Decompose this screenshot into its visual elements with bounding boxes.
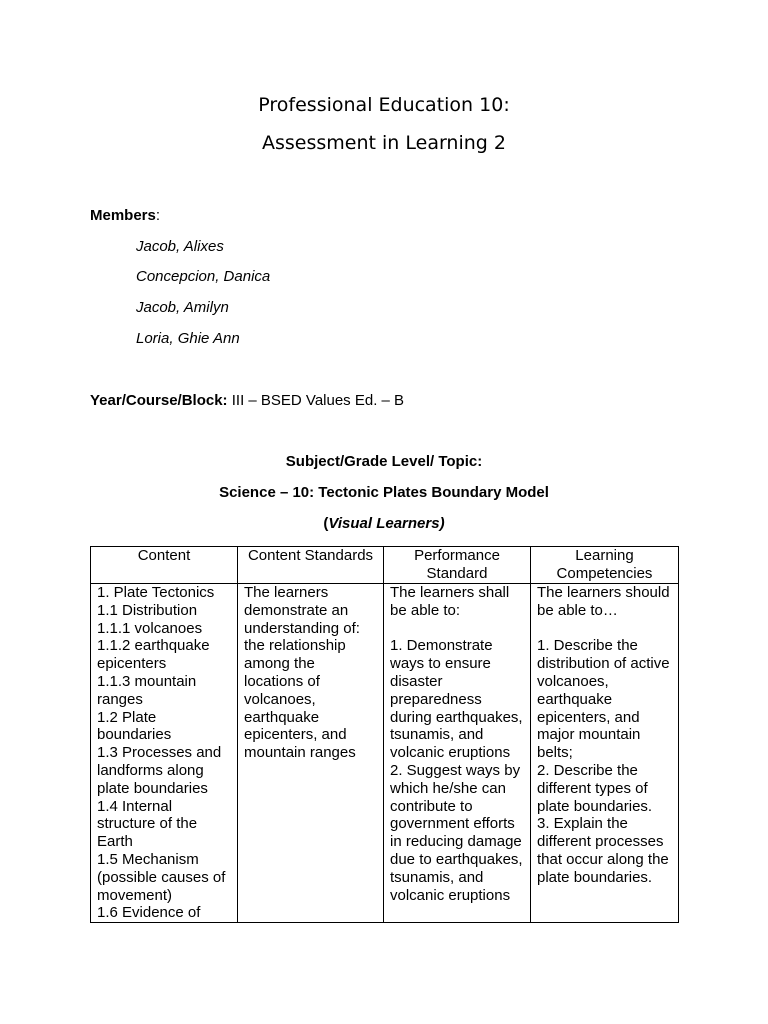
cell-line: major mountain [537,726,641,744]
subject-label: Subject/Grade Level/ Topic: [285,453,483,470]
learner-type [0,515,768,533]
cell-line: The learners shall [390,584,510,601]
cell-line: belts; [537,744,573,762]
cell-line: different processes [537,833,664,851]
header-line: Content Standards [247,547,374,564]
cell-line: due to earthquakes, [390,850,523,868]
cell-line: 2. Describe the [537,761,638,779]
cell-line: be able to… [537,601,618,619]
member-name: Concepcion, Danica [136,268,271,285]
cell-line: 1.5 Mechanism [97,850,199,868]
cell-line: the relationship [244,637,346,655]
cell-line: 1.6 Evidence of [97,904,201,922]
cell-line: epicenters, and [537,708,640,726]
cell-line: earthquake [537,690,613,708]
cell-content [91,584,238,923]
cell-line: demonstrate an [244,601,349,619]
cell-line: plate boundaries. [537,868,653,886]
cell-line: distribution of active [537,655,670,673]
members-label-text: Members [90,207,156,224]
header-line: Standard [426,564,488,582]
member-name: Loria, Ghie Ann [136,330,240,347]
cell-line: 3. Explain the [537,815,628,833]
cell-line: epicenters, and [244,726,347,744]
header-line: Competencies [556,564,653,582]
member-name: Jacob, Amilyn [136,299,229,316]
cell-line: 1. Plate Tectonics [97,584,215,601]
subject-value: Science – 10: Tectonic Plates Boundary Model [219,484,549,501]
cell-line: 1.3 Processes and [97,744,222,762]
document-title-line2: Assessment in Learning 2 [262,132,506,154]
cell-line: locations of [244,672,320,690]
cell-line: 2. Suggest ways by [390,761,521,779]
cell-line: during earthquakes, [390,708,523,726]
cell-line: volcanic eruptions [390,886,511,904]
cell-line: 1.4 Internal [97,797,173,815]
learner-type-text: Visual Learners) [328,515,445,532]
cell-line: disaster [390,672,443,690]
header-line: Content [137,547,191,564]
cell-line: understanding of: [244,619,360,637]
cell-line: structure of the [97,815,198,833]
cell-line: 1.1 Distribution [97,601,198,619]
cell-line: boundaries [97,726,172,744]
cell-content-standards [238,584,384,923]
cell-line: landforms along [97,761,204,779]
header-line: Learning [575,547,634,564]
cell-line: 1.1.1 volcanoes [97,619,203,637]
cell-line [390,620,524,638]
learner-type-open-paren: ( [323,515,329,532]
cell-line: movement) [97,886,173,904]
cell-line: epicenters [97,655,167,673]
members-label [90,207,160,225]
year-course-block [90,392,404,410]
cell-line: which he/she can [390,779,506,797]
header-learning-competencies [531,547,679,584]
cell-line: The learners [244,584,329,601]
cell-line: that occur along the [537,850,669,868]
cell-line: 1. Demonstrate [390,637,493,655]
cell-line: 1.1.3 mountain [97,672,197,690]
cell-line: 1.1.2 earthquake [97,637,210,655]
cell-line: The learners should [537,584,670,601]
cell-line: volcanoes, [244,690,316,708]
header-content [91,547,238,584]
cell-performance-standard [384,584,531,923]
cell-line: Earth [97,833,133,851]
cell-line: volcanic eruptions [390,744,511,762]
cell-line: earthquake [244,708,320,726]
members-label-colon: : [155,207,161,224]
cell-learning-competencies [531,584,679,923]
cell-line: volcanoes, [537,672,609,690]
cell-line: mountain ranges [244,744,356,762]
year-course-block-value: III – BSED Values Ed. – B [227,392,405,409]
cell-line: in reducing damage [390,833,522,851]
cell-line: plate boundaries. [537,797,653,815]
cell-line: preparedness [390,690,482,708]
table-row [91,584,679,923]
curriculum-table [90,546,679,923]
cell-line: ways to ensure [390,655,491,673]
cell-line: government efforts [390,815,515,833]
cell-line: ranges [97,690,143,708]
cell-line: be able to: [390,601,461,619]
cell-line: 1. Describe the [537,637,638,655]
cell-line: (possible causes of [97,868,226,886]
member-name: Jacob, Alixes [136,238,224,255]
document-title-line1: Professional Education 10: [258,94,510,116]
cell-line: among the [244,655,315,673]
cell-line: tsunamis, and [390,868,484,886]
cell-line [537,620,672,638]
cell-line: different types of [537,779,648,797]
cell-line: tsunamis, and [390,726,484,744]
table-header-row [91,547,679,584]
header-content-standards [238,547,384,584]
year-course-block-label: Year/Course/Block: [90,392,228,409]
header-line: Performance [414,547,500,564]
header-performance-standard [384,547,531,584]
cell-line: 1.2 Plate [97,708,157,726]
cell-line: plate boundaries [97,779,208,797]
cell-line: contribute to [390,797,473,815]
